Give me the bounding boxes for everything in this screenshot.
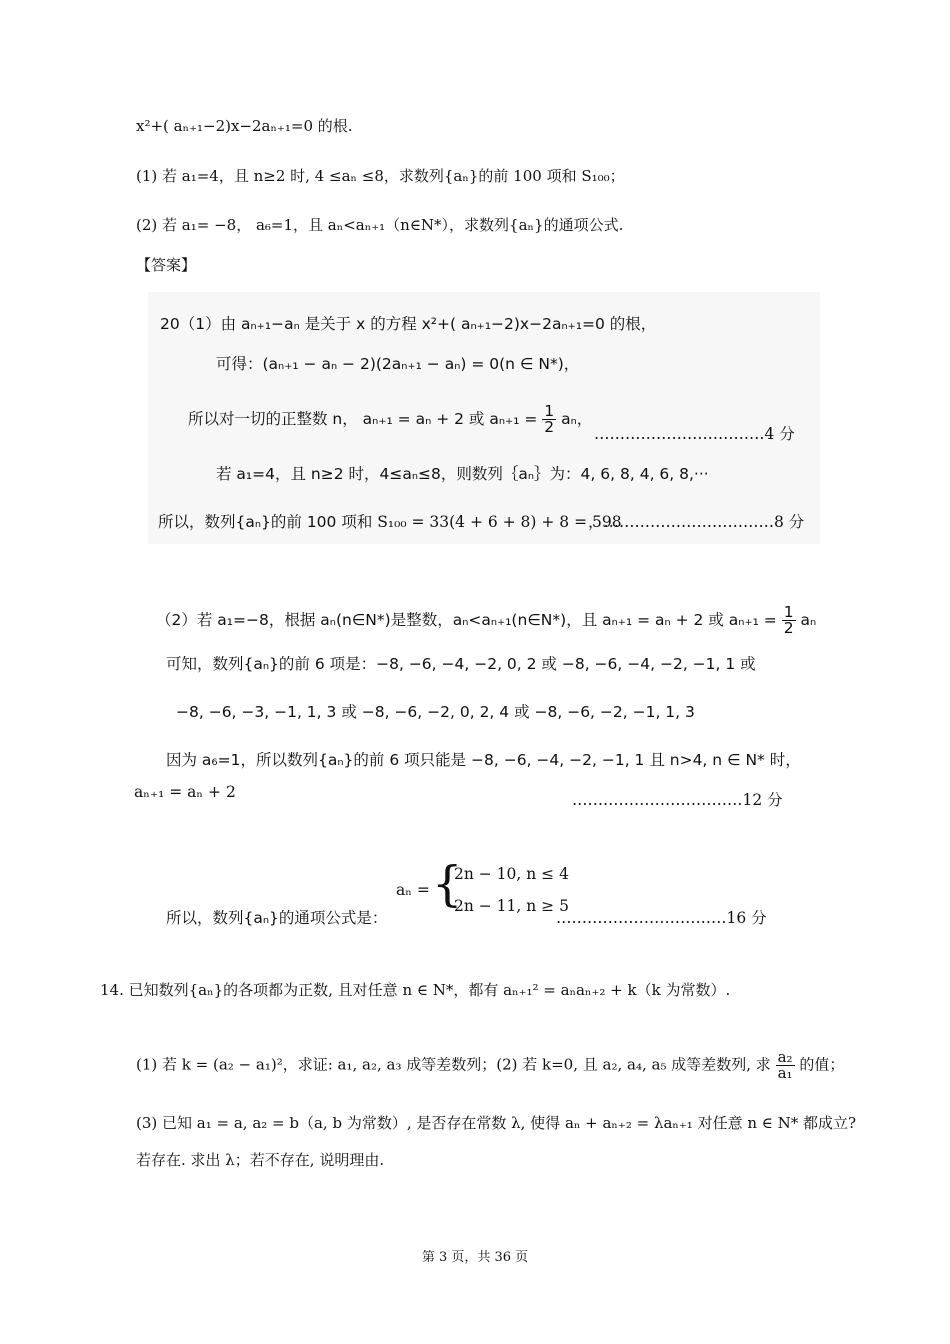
q14-part-1-2-text: (1) 若 k = (a₂ − a₁)²，求证: a₁, a₂, a₃ 成等差数列；(2) 若 k=0, 且 a₂, a₄, a₅ 成等差数列, 求 xyxy=(136,1055,771,1074)
scan2-line-1 xyxy=(156,605,816,636)
answer-scan-part-1 xyxy=(148,292,820,544)
score-16: ……………………………16 分 xyxy=(556,909,767,927)
fraction-numerator: 1 xyxy=(544,402,555,420)
scan1-line-3-suffix: aₙ， xyxy=(561,410,593,428)
fraction-denominator: 2 xyxy=(783,619,794,637)
score-8: ，……………………………8 分 xyxy=(588,513,805,531)
scan2-line-1-suffix: aₙ xyxy=(800,611,817,629)
scan1-line-5-prefix: 所以，数列{aₙ}的前 100 项和 xyxy=(158,513,373,531)
scan2-line-3: −8, −6, −3, −1, 1, 3 或 −8, −6, −2, 0, 2, 4 或 −8, −6, −2, −1, 1, 3 xyxy=(176,703,695,721)
fraction-numerator: 1 xyxy=(783,603,794,621)
answer-label: 【答案】 xyxy=(136,256,197,274)
general-term-lhs: aₙ = xyxy=(396,881,430,899)
scan1-line-3-lhs: aₙ₊₁ = xyxy=(489,410,538,428)
question-part-2: (2) 若 a₁= −8， a₆=1，且 aₙ<aₙ₊₁（n∈N*），求数列{aₙ}的通项公式. xyxy=(136,216,624,234)
cases-brace-icon: { xyxy=(432,856,463,912)
case-n-le-4: 2n − 10, n ≤ 4 xyxy=(454,865,569,883)
case-n-ge-5: 2n − 11, n ≥ 5 xyxy=(454,897,569,915)
fraction-one-half xyxy=(542,404,556,435)
root-equation-line: x²+( aₙ₊₁−2)x−2aₙ₊₁=0 的根. xyxy=(136,117,353,135)
page-number: 第 3 页，共 36 页 xyxy=(421,1250,529,1265)
fraction-denominator: 2 xyxy=(544,418,555,436)
score-4: ……………………………4 分 xyxy=(594,425,795,443)
answer-scan-part-2 xyxy=(134,590,820,940)
question-part-1: (1) 若 a₁=4，且 n≥2 时, 4 ≤aₙ ≤8，求数列{aₙ}的前 100 项和 S₁₀₀； xyxy=(136,167,625,185)
fraction-denominator: a₁ xyxy=(777,1064,793,1082)
scan1-line-1: 20（1）由 aₙ₊₁−aₙ 是关于 x 的方程 x²+( aₙ₊₁−2)x−2aₙ₊₁=0 的根， xyxy=(160,315,657,333)
question-14-line-2 xyxy=(136,1050,844,1081)
question-14-line-1: 14. 已知数列{aₙ}的各项都为正数, 且对任意 n ∈ N*，都有 aₙ₊₁² = aₙaₙ₊₂ + k（k 为常数）. xyxy=(100,981,731,999)
question-14-line-4: 若存在. 求出 λ；若不存在, 说明理由. xyxy=(136,1151,385,1169)
scan1-line-2: 可得：(aₙ₊₁ − aₙ − 2)(2aₙ₊₁ − aₙ) = 0(n ∈ N*)， xyxy=(216,355,580,373)
scan2-line-5: aₙ₊₁ = aₙ + 2 xyxy=(134,783,236,801)
scan2-line-6: 所以，数列{aₙ}的通项公式是： xyxy=(166,909,388,927)
fraction-numerator: a₂ xyxy=(777,1048,793,1066)
q14-part-2-suffix: 的值； xyxy=(799,1055,845,1074)
score-12: ……………………………12 分 xyxy=(572,791,783,809)
scan1-line-4: 若 a₁=4，且 n≥2 时，4≤aₙ≤8，则数列｛aₙ｝为：4, 6, 8, 4, 6, 8,··· xyxy=(216,465,709,483)
scan1-line-3 xyxy=(188,404,592,435)
scan1-line-5 xyxy=(158,512,622,532)
fraction-one-half xyxy=(782,605,796,636)
scan1-line-3-prefix: 所以对一切的正整数 n， aₙ₊₁ = aₙ + 2 或 xyxy=(188,410,485,428)
scan2-line-4: 因为 a₆=1，所以数列{aₙ}的前 6 项只能是 −8, −6, −4, −2, −1, 1 且 n>4, n ∈ N* 时， xyxy=(166,751,801,769)
fraction-a2-over-a1 xyxy=(776,1050,795,1081)
scan2-line-1-prefix: （2）若 a₁=−8，根据 aₙ(n∈N*)是整数，aₙ<aₙ₊₁(n∈N*)，且 aₙ₊₁ = aₙ + 2 或 aₙ₊₁ = xyxy=(156,611,777,629)
sum-formula: S₁₀₀ = 33(4 + 6 + 8) + 8 = 598 xyxy=(377,513,622,531)
question-14-line-3: (3) 已知 a₁ = a, a₂ = b（a, b 为常数）, 是否存在常数 λ, 使得 aₙ + aₙ₊₂ = λaₙ₊₁ 对任意 n ∈ N* 都成立? xyxy=(136,1114,857,1132)
scan2-line-2: 可知，数列{aₙ}的前 6 项是：−8, −6, −4, −2, 0, 2 或 −8, −6, −4, −2, −1, 1 或 xyxy=(166,655,756,673)
